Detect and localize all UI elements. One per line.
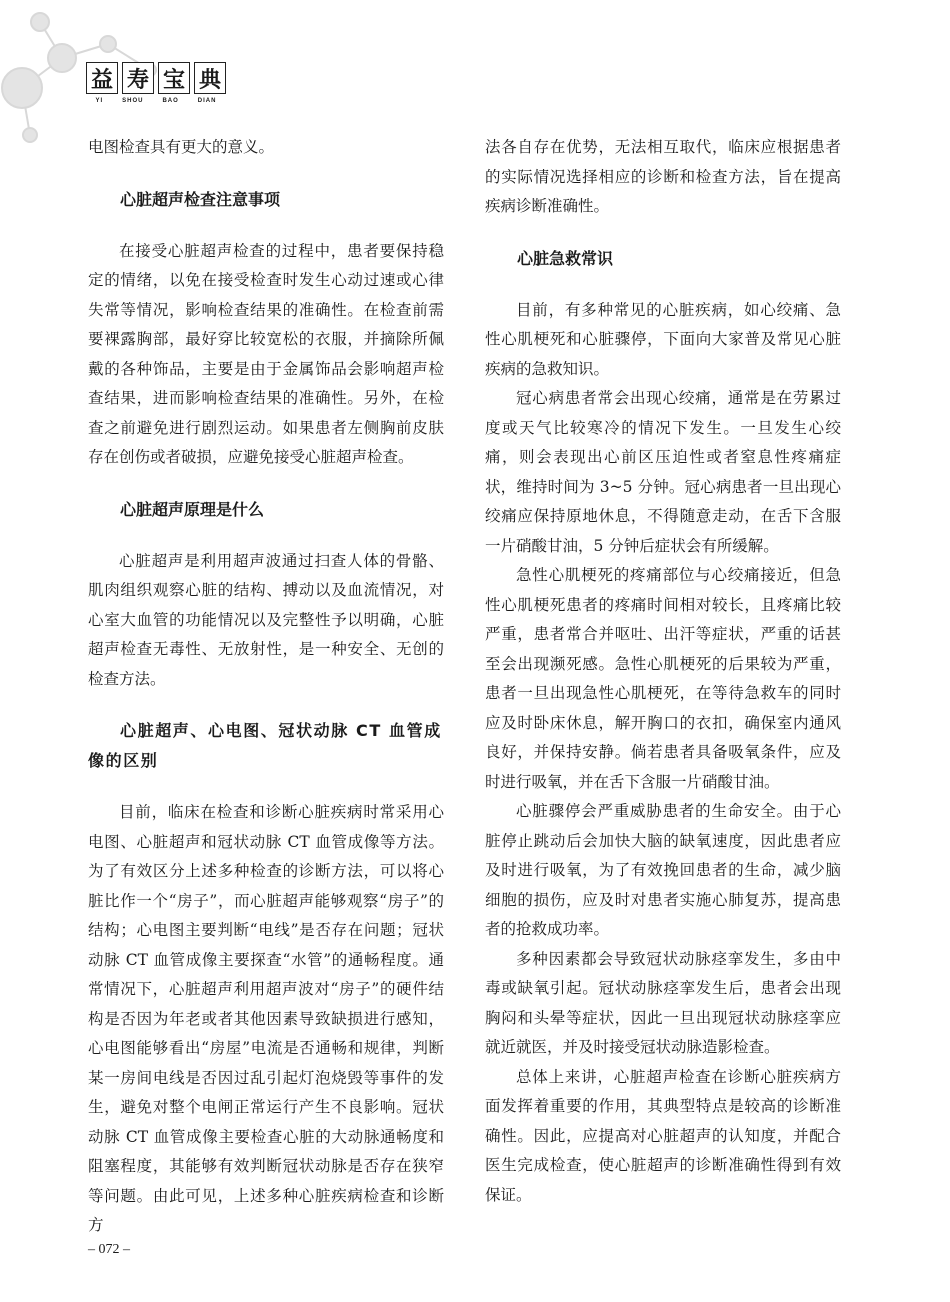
paragraph: 在接受心脏超声检查的过程中，患者要保持稳定的情绪，以免在接受检查时发生心动过速或心律失常等情况，影响检查结果的准确性。在检查前需要裸露胸部，最好穿比较宽松的衣服，并摘除所佩戴的各种饰品，主要是由于金属饰品会影响超声检查结果，进而影响检查结果的准确性。另外，在检查之前避免进行剧烈运动。如果患者左侧胸前皮肤存在创伤或者破损，应避免接受心脏超声检查。 (88, 241, 444, 466)
section-heading: 心脏超声原理是什么 (120, 499, 265, 519)
section-heading: 心脏超声、心电图、冠状动脉 CT 血管成像的区别 (88, 721, 442, 770)
left-column (88, 133, 444, 1241)
logo-pinyin: DIAN (197, 98, 217, 104)
paragraph: 目前，有多种常见的心脏疾病，如心绞痛、急性心肌梗死和心脏骤停，下面向大家普及常见心脏疾病的急救知识。 (485, 300, 841, 378)
logo-pinyin: BAO (162, 98, 179, 104)
logo-char: 寿 (122, 62, 154, 94)
logo-char: 益 (86, 62, 118, 94)
paragraph: 法各自存在优势，无法相互取代，临床应根据患者的实际情况选择相应的诊断和检查方法，旨在提高疾病诊断准确性。 (485, 138, 841, 215)
section-heading: 心脏急救常识 (517, 248, 614, 268)
logo-char: 宝 (158, 62, 190, 94)
paragraph: 电图检查具有更大的意义。 (88, 138, 275, 156)
paragraph: 冠心病患者常会出现心绞痛，通常是在劳累过度或天气比较寒冷的情况下发生。一旦发生心绞痛，则会表现出心前区压迫性或者窒息性疼痛症状，维持时间为 3~5 分钟。冠心病患者一旦出现心绞痛应保持原地休息，不得随意走动，在舌下含服一片硝酸甘油，5 分钟后症状会有所缓解。 (485, 389, 841, 555)
paragraph: 心脏骤停会严重威胁患者的生命安全。由于心脏停止跳动后会加快大脑的缺氧速度，因此患者应及时进行吸氧，为了有效挽回患者的生命，减少脑细胞的损伤，应及时对患者实施心肺复苏，提高患者的抢救成功率。 (485, 802, 841, 938)
paragraph: 心脏超声是利用超声波通过扫查人体的骨骼、肌肉组织观察心脏的结构、搏动以及血流情况，对心室大血管的功能情况以及完整性予以明确，心脏超声检查无毒性、无放射性，是一种安全、无创的检查方法。 (88, 551, 444, 688)
paragraph: 总体上来讲，心脏超声检查在诊断心脏疾病方面发挥着重要的作用，其典型特点是较高的诊断准确性。因此，应提高对心脏超声的认知度，并配合医生完成检查，使心脏超声的诊断准确性得到有效保证。 (485, 1067, 841, 1204)
logo-char: 典 (194, 62, 226, 94)
paragraph: 目前，临床在检查和诊断心脏疾病时常采用心电图、心脏超声和冠状动脉 CT 血管成像等方法。为了有效区分上述多种检查的诊断方法，可以将心脏比作一个“房子”，而心脏超声能够观察“房子”的结构；心电图主要判断“电线”是否存在问题；冠状动脉 CT 血管成像主要探查“水管”的通畅程度。通常情况下，心脏超声利用超声波对“房子”的硬件结构是否因为年老或者其他因素导致缺损进行感知，心电图能够看出“房屋”电流是否通畅和规律，判断某一房间电线是否因过乱引起灯泡烧毁等事件的发生，避免对整个电闸正常运行产生不良影响。冠状动脉 CT 血管成像主要检查心脏的大动脉通畅度和阻塞程度，其能够有效判断冠状动脉是否存在狭窄等问题。由此可见，上述多种心脏疾病检查和诊断方 (88, 803, 444, 1234)
right-column (485, 133, 841, 1210)
paragraph: 多种因素都会导致冠状动脉痉挛发生，多由中毒或缺氧引起。冠状动脉痉挛发生后，患者会出现胸闷和头晕等症状，因此一旦出现冠状动脉痉挛应就近就医，并及时接受冠状动脉造影检查。 (485, 949, 841, 1056)
section-heading: 心脏超声检查注意事项 (120, 189, 281, 209)
logo-pinyin: SHOU (122, 98, 144, 104)
magazine-logo (86, 62, 228, 104)
paragraph: 急性心肌梗死的疼痛部位与心绞痛接近，但急性心肌梗死患者的疼痛时间相对较长，且疼痛比较严重，患者常合并呕吐、出汗等症状，严重的话甚至会出现濒死感。急性心肌梗死的后果较为严重，患者一旦出现急性心肌梗死，在等待急救车的同时应及时卧床休息，解开胸口的衣扣，确保室内通风良好，并保持安静。倘若患者具备吸氧条件，应及时进行吸氧，并在舌下含服一片硝酸甘油。 (485, 566, 841, 791)
page-number: – 072 – (88, 1242, 130, 1257)
logo-pinyin: YI (95, 98, 104, 104)
